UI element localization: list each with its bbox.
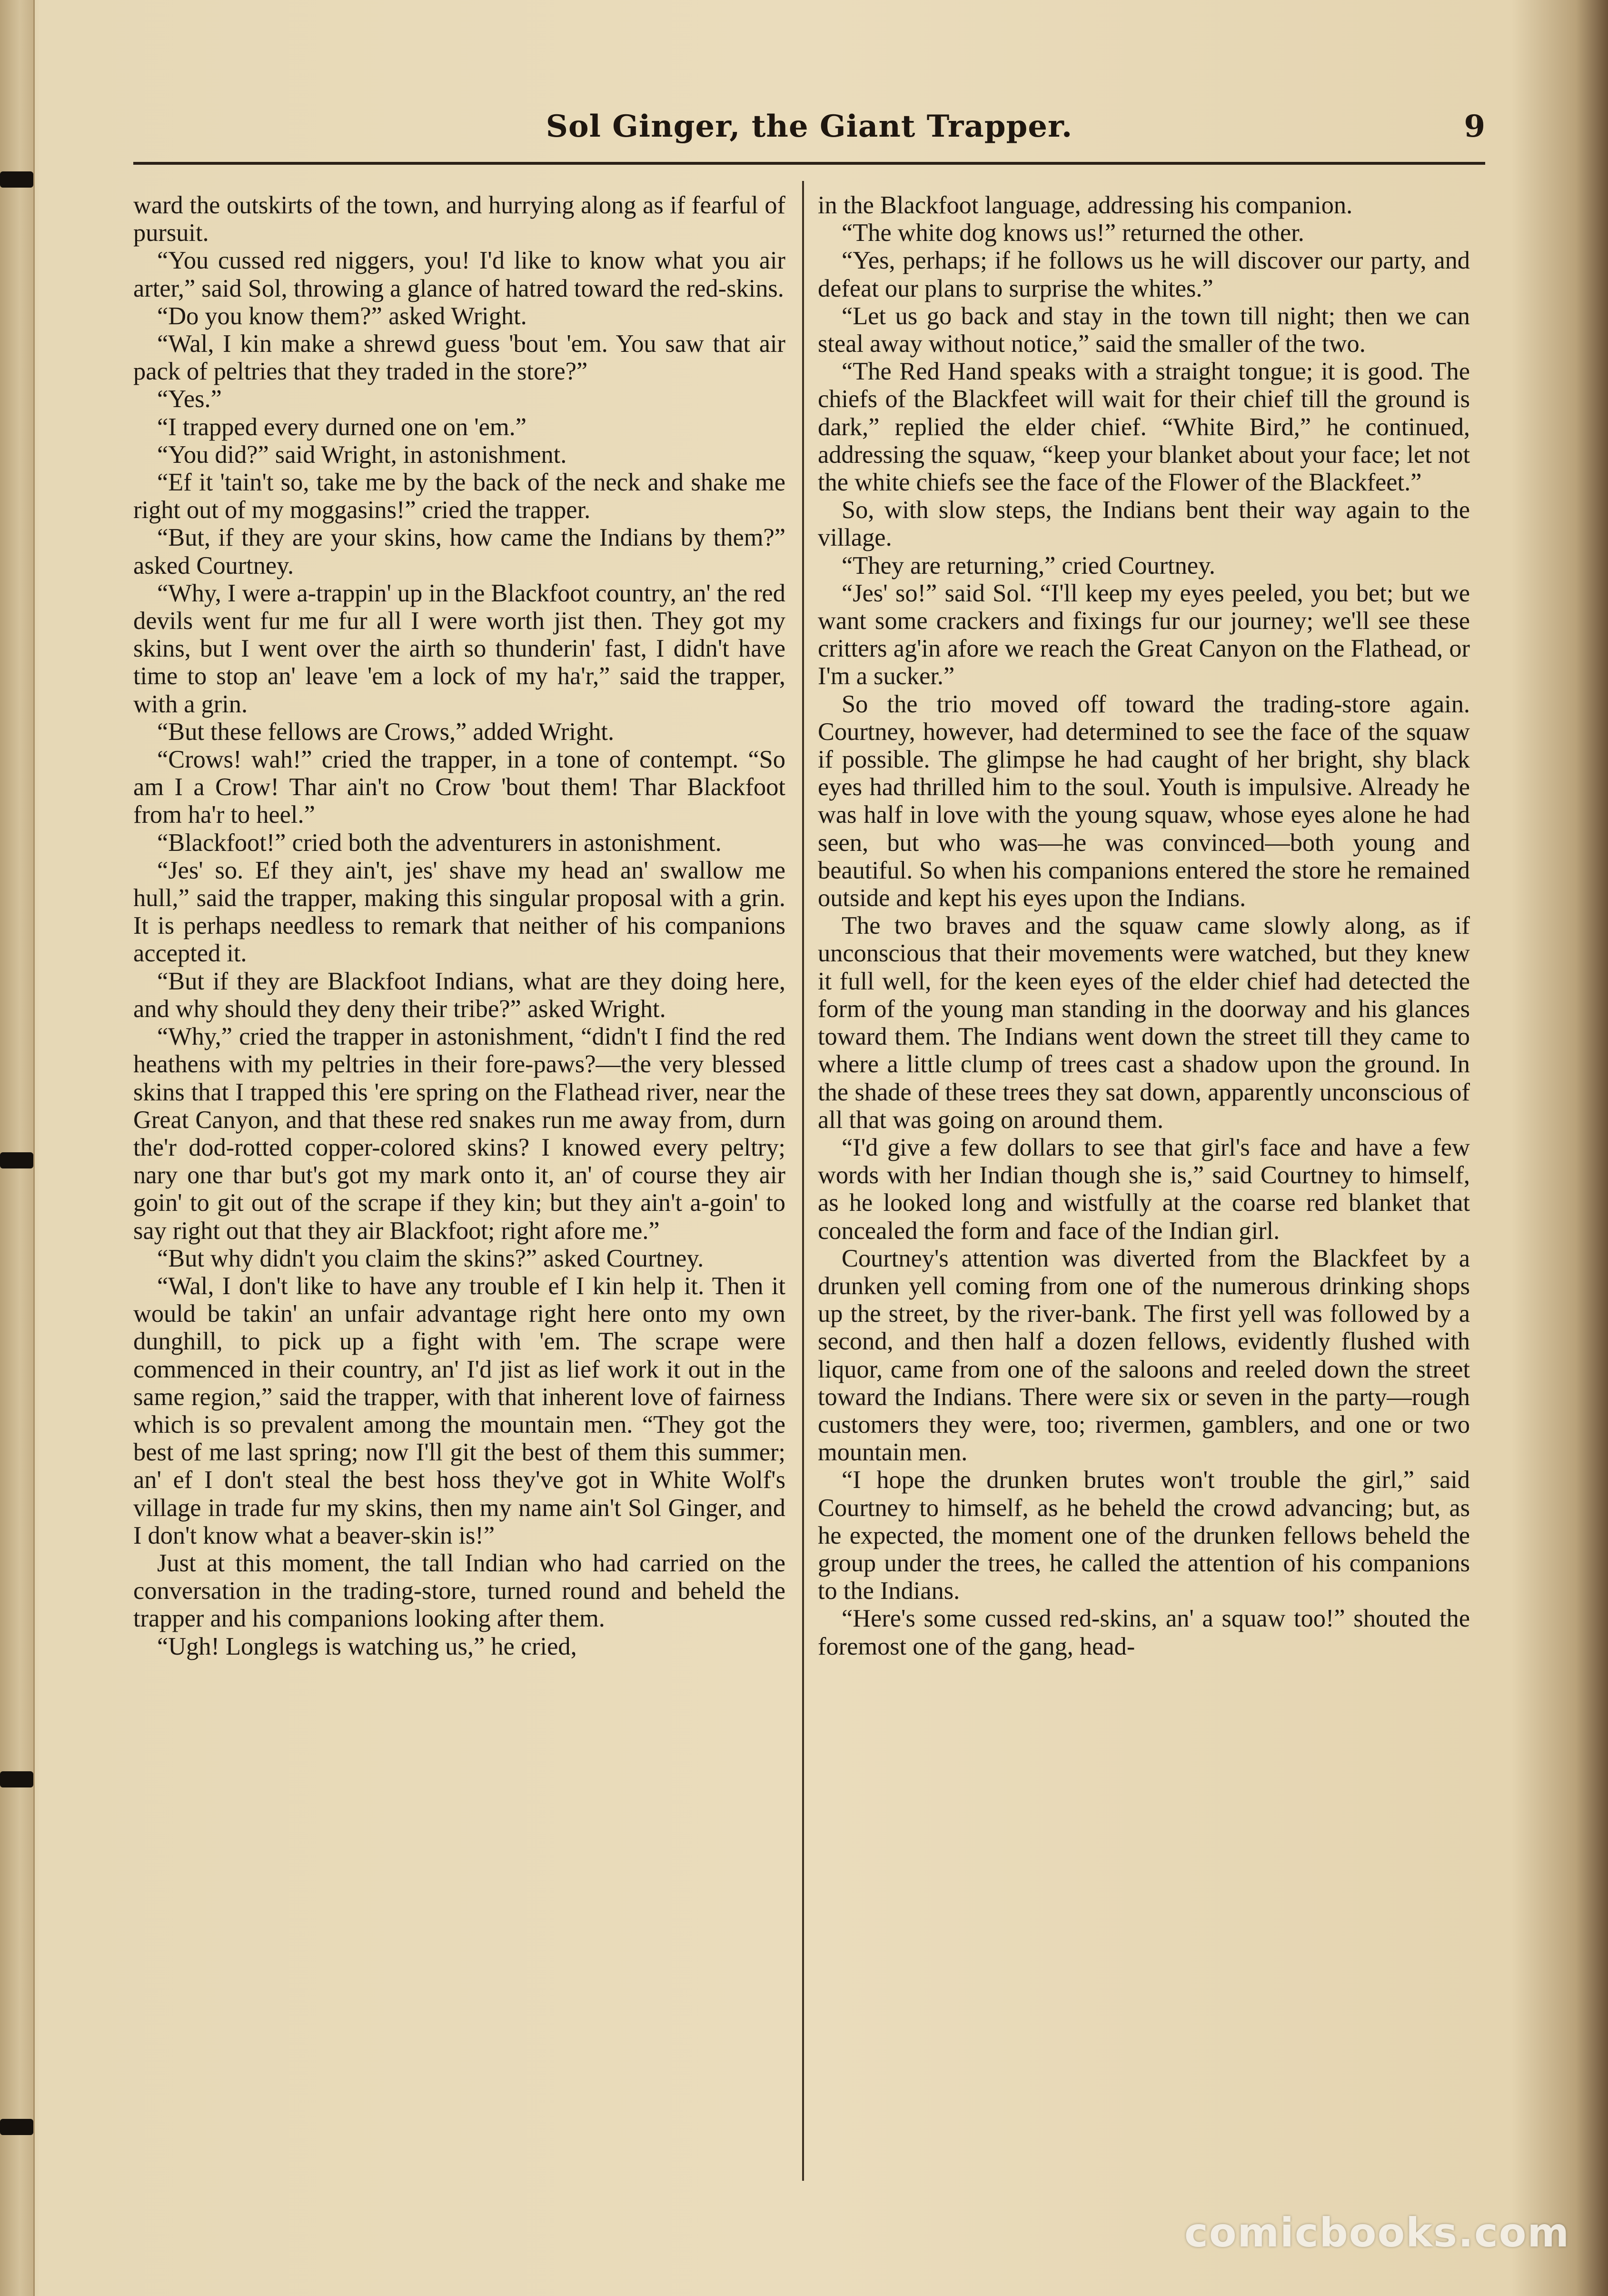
paragraph: “They are returning,” cried Courtney. [842, 551, 1216, 579]
paragraph: “But if they are Blackfoot Indians, what are they doing here, and why should they deny their tribe?” asked Wright. [133, 967, 785, 1023]
paragraph: “Jes' so. Ef they ain't, jes' shave my head an' swallow me hull,” said the trapper, making this singular proposal with a grin. It is perhaps needless to remark that neither of his companions accepted it. [133, 856, 785, 968]
staple-mark [0, 1152, 33, 1168]
paragraph: “Let us go back and stay in the town till night; then we can steal away without notice,” said the smaller of the two. [818, 302, 1470, 358]
page-title: Sol Ginger, the Giant Trapper. [546, 109, 1073, 144]
paragraph: “You cussed red niggers, you! I'd like to know what you air arter,” said Sol, throwing a glance of hatred toward the red-skins. [133, 247, 785, 302]
paragraph: “Yes, perhaps; if he follows us he will discover our party, and defeat our plans to surprise the whites.” [818, 247, 1470, 302]
right-column [818, 191, 1470, 2182]
running-header [133, 100, 1485, 165]
paragraph: The two braves and the squaw came slowly along, as if unconscious that their movements were watched, but they knew it full well, for the keen eyes of the elder chief had detected the form of the young man standing in the doorway and his glances toward them. The Indians went down the street till they came to where a little clump of trees cast a shadow upon the ground. In the shade of these trees they sat down, apparently unconscious of all that was going on around them. [818, 912, 1470, 1134]
paragraph: “Blackfoot!” cried both the adventurers in astonishment. [157, 829, 722, 857]
paragraph: “Wal, I kin make a shrewd guess 'bout 'em. You saw that air pack of peltries that they traded in the store?” [133, 330, 785, 386]
paragraph: “The Red Hand speaks with a straight tongue; it is good. The chiefs of the Blackfeet will wait for their chief till the ground is dark,” replied the elder chief. “White Bird,” he continued, addressing the squaw, “keep your blanket about your face; let not the white chiefs see the face of the Flower of the Blackfeet.” [818, 358, 1470, 497]
paragraph: “But, if they are your skins, how came the Indians by them?” asked Courtney. [133, 524, 785, 579]
paragraph: So the trio moved off toward the trading-store again. Courtney, however, had determined to see the face of the squaw if possible. The glimpse he had caught of her bright, shy black eyes had thrilled him to the soul. Youth is impulsive. Already he was half in love with the young squaw, whose eyes alone he had seen, but who was—he was convinced—both young and beautiful. So when his companions entered the store he remained outside and kept his eyes upon the Indians. [818, 690, 1470, 912]
paragraph: “Jes' so!” said Sol. “I'll keep my eyes peeled, you bet; but we want some crackers and fixings fur our journey; we'll see these critters ag'in afore we reach the Great Canyon on the Flathead, or I'm a sucker.” [818, 579, 1470, 690]
paragraph: “But why didn't you claim the skins?” asked Courtney. [157, 1244, 704, 1272]
staple-mark [0, 2119, 33, 2135]
paragraph: “Here's some cussed red-skins, an' a squaw too!” shouted the foremost one of the gang, head- [818, 1605, 1470, 1660]
left-column [133, 191, 785, 2182]
paragraph: Courtney's attention was diverted from the Blackfeet by a drunken yell coming from one of the numerous drinking shops up the street, by the river-bank. The first yell was followed by a second, and then half a dozen fellows, evidently flushed with liquor, came from one of the saloons and reeled down the street toward the Indians. There were six or seven in the party—rough customers they were, too; rivermen, gamblers, and one or two mountain men. [818, 1244, 1470, 1467]
paragraph: “I hope the drunken brutes won't trouble the girl,” said Courtney to himself, as he beheld the crowd advancing; but, as he expected, the moment one of the drunken fellows beheld the group under the trees, he called the attention of his companions to the Indians. [818, 1466, 1470, 1605]
paragraph: “But these fellows are Crows,” added Wright. [157, 718, 615, 746]
paragraph: “Why, I were a-trappin' up in the Blackfoot country, an' the red devils went fur me fur all I were worth jist then. They got my skins, but I went over the airth so thunderin' fast, I didn't have time to stop an' leave 'em a lock of my ha'r,” said the trapper, with a grin. [133, 579, 785, 718]
paragraph: “Why,” cried the trapper in astonishment, “didn't I find the red heathens with my peltries in their fore-paws?—the very blessed skins that I trapped this 'ere spring on the Flathead river, near the Great Canyon, and that these red snakes run me away from, durn the'r dod-rotted copper-colored skins? I knowed every peltry; nary one thar but's got my mark onto it, an' of course they air goin' to git out of the scrape if they kin; but they ain't a-goin' to say right out that they air Blackfoot; right afore me.” [133, 1023, 785, 1245]
paragraph: ward the outskirts of the town, and hurrying along as if fearful of pursuit. [133, 191, 785, 247]
paragraph: “I'd give a few dollars to see that girl's face and have a few words with her Indian though she is,” said Courtney to himself, as he looked long and wistfully at the coarse red blanket that concealed the form and face of the Indian girl. [818, 1133, 1470, 1245]
paragraph: “Yes.” [157, 385, 222, 413]
paragraph: “Do you know them?” asked Wright. [157, 302, 527, 330]
paragraph: Just at this moment, the tall Indian who had carried on the conversation in the trading-store, turned round and beheld the trapper and his companions looking after them. [133, 1549, 785, 1633]
column-divider [802, 181, 804, 2181]
staple-mark [0, 171, 33, 188]
paragraph: in the Blackfoot language, addressing his companion. [818, 191, 1353, 219]
paragraph: “Ef it 'tain't so, take me by the back of the neck and shake me right out of my moggasins!” cried the trapper. [133, 469, 785, 524]
page-number: 9 [1464, 109, 1485, 144]
paragraph: “I trapped every durned one on 'em.” [157, 413, 527, 441]
staple-mark [0, 1771, 33, 1787]
paragraph: “Wal, I don't like to have any trouble ef I kin help it. Then it would be takin' an unfair advantage right here onto my own dunghill, to pick up a fight with 'em. The scrape were commenced in their country, an' I'd jist as lief work it out in the same region,” said the trapper, with that inherent love of fairness which is so prevalent among the mountain men. “They got the best of me last spring; now I'll git the best of them this summer; an' ef I don't steal the best hoss they've got in White Wolf's village in trade fur my skins, then my name ain't Sol Ginger, and I don't know what a beaver-skin is!” [133, 1272, 785, 1549]
paragraph: “The white dog knows us!” returned the other. [842, 219, 1304, 247]
watermark: comicbooks.com [1184, 2209, 1570, 2256]
paragraph: “Crows! wah!” cried the trapper, in a tone of contempt. “So am I a Crow! Thar ain't no Crow 'bout them! Thar Blackfoot from ha'r to heel.” [133, 746, 785, 829]
binding-tape [0, 0, 35, 2296]
paragraph: So, with slow steps, the Indians bent their way again to the village. [818, 496, 1470, 552]
paragraph: “Ugh! Longlegs is watching us,” he cried, [157, 1632, 577, 1660]
paragraph: “You did?” said Wright, in astonishment. [157, 440, 567, 469]
